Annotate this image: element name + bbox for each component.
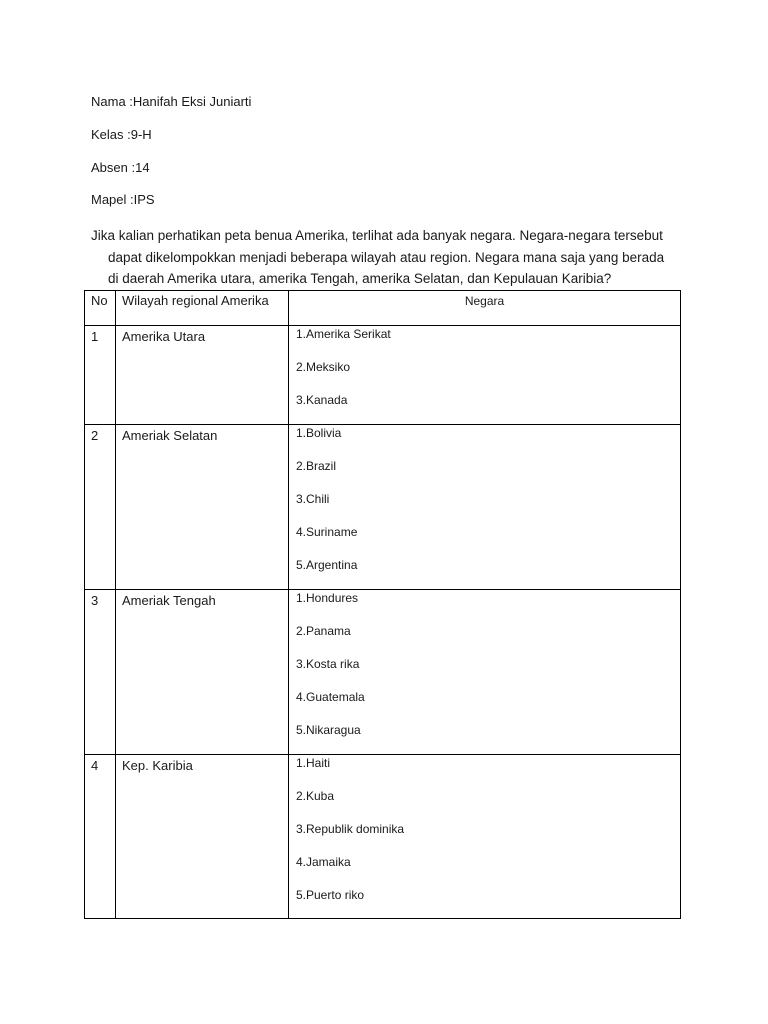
country-item: 1.Hondures <box>296 591 359 605</box>
country-item: 3.Chili <box>296 492 330 506</box>
student-class: Kelas :9-H <box>91 127 152 142</box>
question-paragraph <box>91 225 691 290</box>
row-no-cell <box>85 755 116 919</box>
row-no-cell <box>85 425 116 590</box>
country-item: 5.Argentina <box>296 558 358 572</box>
country-list <box>289 326 680 416</box>
country-item: 5.Puerto riko <box>296 888 365 902</box>
question-line-1: Jika kalian perhatikan peta benua Amerika, terlihat ada banyak negara. Negara-negara tersebut <box>91 228 663 243</box>
row-no-cell <box>85 590 116 755</box>
header-countries-cell <box>289 291 681 326</box>
row-no-cell <box>85 326 116 425</box>
row-region: Ameriak Tengah <box>122 593 216 608</box>
row-region: Amerika Utara <box>122 329 206 344</box>
student-subject: Mapel :IPS <box>91 192 155 207</box>
row-no: 1 <box>91 329 99 344</box>
country-item: 1.Amerika Serikat <box>296 327 391 341</box>
row-region-cell <box>116 755 289 919</box>
row-region-cell <box>116 326 289 425</box>
country-list <box>289 755 680 911</box>
country-item: 3.Kosta rika <box>296 657 360 671</box>
row-countries-cell <box>289 326 681 425</box>
student-name: Nama :Hanifah Eksi Juniarti <box>91 94 252 109</box>
country-list <box>289 425 680 581</box>
row-region-cell <box>116 590 289 755</box>
row-countries-cell <box>289 755 681 919</box>
table-row <box>85 755 681 919</box>
country-item: 3.Kanada <box>296 393 348 407</box>
student-absence-number: Absen :14 <box>91 160 150 175</box>
country-item: 2.Brazil <box>296 459 337 473</box>
question-line-3: di daerah Amerika utara, amerika Tengah, amerika Selatan, dan Kepulauan Karibia? <box>108 271 612 286</box>
table-row <box>85 590 681 755</box>
country-item: 1.Bolivia <box>296 426 342 440</box>
header-no: No <box>91 293 108 308</box>
region-table <box>84 290 681 919</box>
country-item: 4.Jamaika <box>296 855 351 869</box>
row-no: 4 <box>91 758 99 773</box>
row-region: Kep. Karibia <box>122 758 193 773</box>
row-region: Ameriak Selatan <box>122 428 218 443</box>
header-countries: Negara <box>464 294 505 308</box>
row-no: 3 <box>91 593 99 608</box>
header-region: Wilayah regional Amerika <box>122 293 269 308</box>
country-item: 4.Guatemala <box>296 690 365 704</box>
question-line-2: dapat dikelompokkan menjadi beberapa wilayah atau region. Negara mana saja yang berada <box>108 249 665 265</box>
country-item: 5.Nikaragua <box>296 723 361 737</box>
country-item: 1.Haiti <box>296 756 331 770</box>
header-region-cell <box>116 291 289 326</box>
country-item: 3.Republik dominika <box>296 822 405 836</box>
country-list <box>289 590 680 746</box>
country-item: 2.Kuba <box>296 789 335 803</box>
header-no-cell <box>85 291 116 326</box>
table-row <box>85 425 681 590</box>
country-item: 4.Suriname <box>296 525 358 539</box>
table-header-row <box>85 291 681 326</box>
row-countries-cell <box>289 425 681 590</box>
table-row <box>85 326 681 425</box>
row-countries-cell <box>289 590 681 755</box>
country-item: 2.Meksiko <box>296 360 351 374</box>
row-no: 2 <box>91 428 99 443</box>
country-item: 2.Panama <box>296 624 351 638</box>
row-region-cell <box>116 425 289 590</box>
